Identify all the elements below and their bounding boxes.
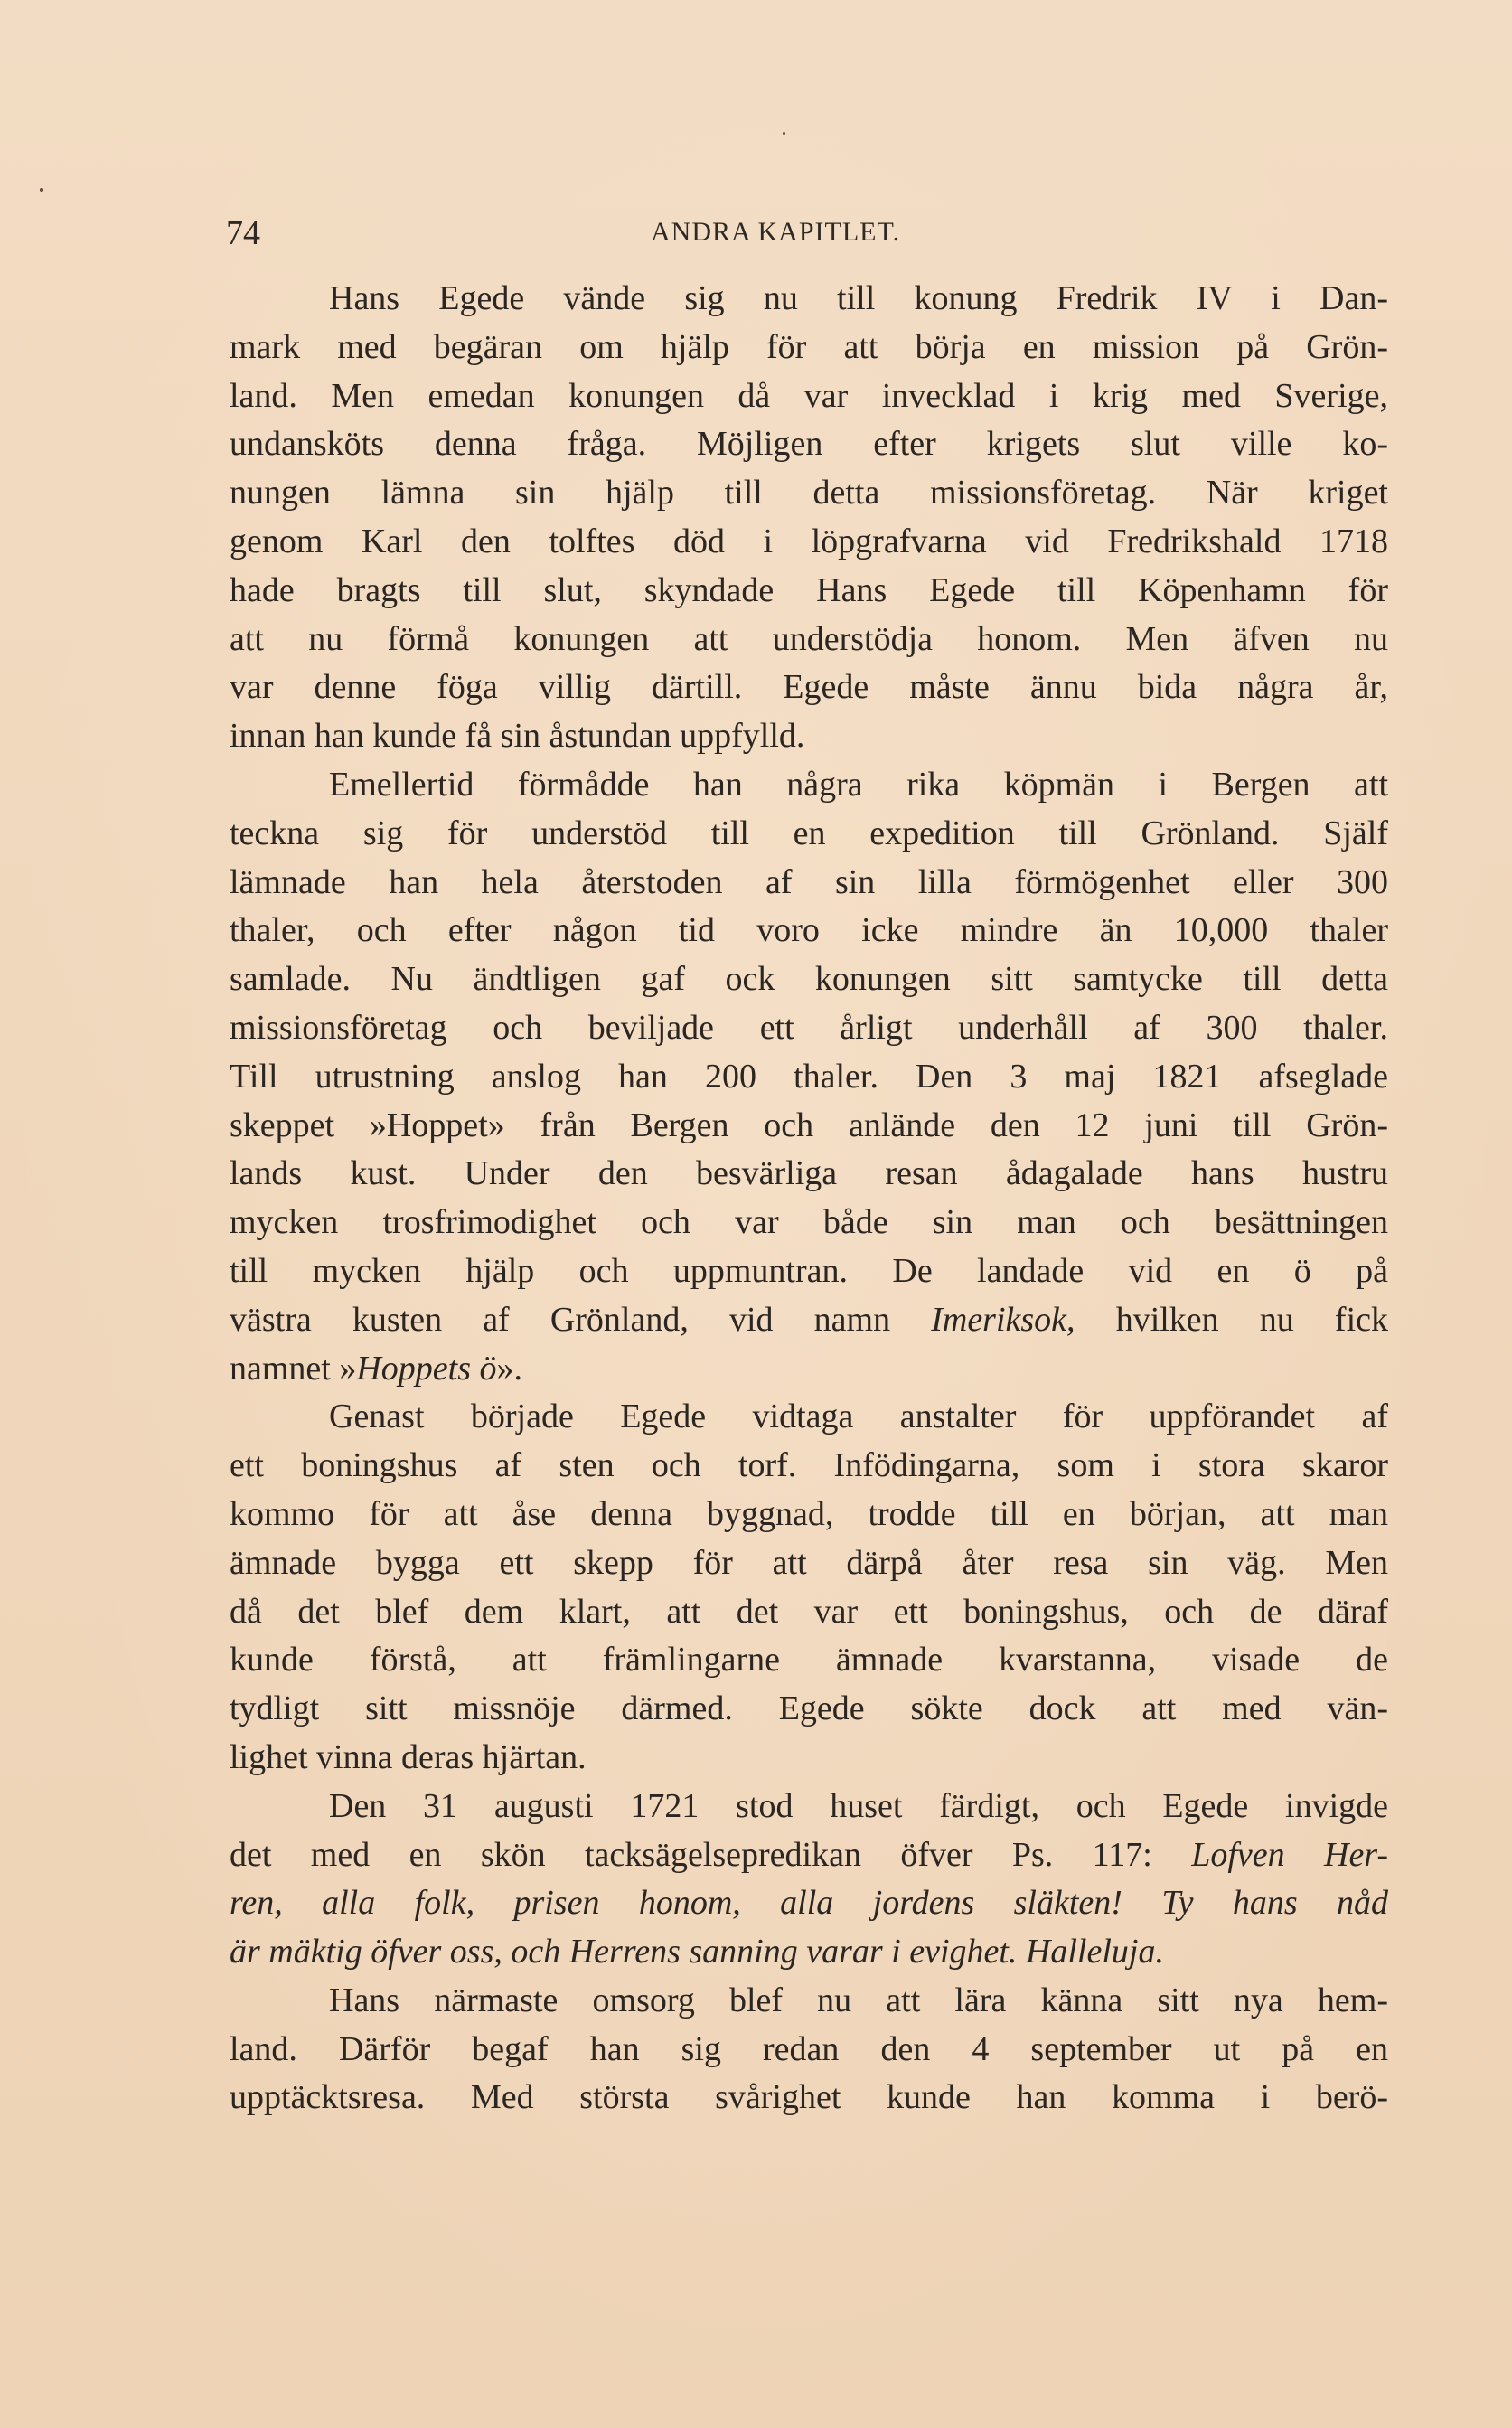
text-line: Hans närmaste omsorg blef nu att lära känna sitt nya hem- xyxy=(329,1981,1388,2019)
text-line: missionsföretag och beviljade ett årligt underhåll af 300 thaler. xyxy=(230,1008,1388,1047)
italic-quotation: Lofven Her- xyxy=(1191,1835,1388,1874)
text-line: samlade. Nu ändtligen gaf ock konungen sitt samtycke till detta xyxy=(230,960,1388,999)
page-number: 74 xyxy=(226,214,260,252)
text-line: kommo för att åse denna byggnad, trodde till en början, att man xyxy=(230,1494,1388,1533)
text-line: Genast började Egede vidtaga anstalter för uppförandet af xyxy=(329,1398,1388,1436)
text-line: land. Därför begaf han sig redan den 4 september ut på en xyxy=(230,2029,1388,2068)
text-line: Till utrustning anslog han 200 thaler. Den 3 maj 1821 afseglade xyxy=(230,1057,1388,1096)
chapter-title: ANDRA KAPITLET. xyxy=(651,217,901,247)
text-line: teckna sig för understöd till en expedition till Grönland. Själf xyxy=(230,814,1388,852)
italic-place-name: Imeriksok, xyxy=(931,1300,1075,1339)
text-line: till mycken hjälp och uppmuntran. De landade vid en ö på xyxy=(230,1251,1388,1290)
text-line: nungen lämna sin hjälp till detta missionsföretag. När kriget xyxy=(230,474,1388,513)
text-line: land. Men emedan konungen då var invecklad i krig med Sverige, xyxy=(230,376,1388,415)
text-line: ämnade bygga ett skepp för att därpå åter resa sin väg. Men xyxy=(230,1543,1388,1582)
text-line: thaler, och efter någon tid voro icke mindre än 10,000 thaler xyxy=(230,911,1388,950)
text-line-mixed xyxy=(230,1831,1388,1880)
text-segment: det med en skön tacksägelsepredikan öfver Ps. 117: xyxy=(230,1835,1152,1874)
text-line: undansköts denna fråga. Möjligen efter krigets slut ville ko- xyxy=(230,425,1388,464)
text-line: ett boningshus af sten och torf. Infödingarna, som i stora skaror xyxy=(230,1446,1388,1485)
text-line: var denne föga villig därtill. Egede måste ännu bida några år, xyxy=(230,668,1388,707)
text-line: Den 31 augusti 1721 stod huset färdigt, och Egede invigde xyxy=(329,1786,1388,1825)
text-line: lands kust. Under den besvärliga resan ådagalade hans hustru xyxy=(230,1154,1388,1193)
paper-speck xyxy=(783,132,785,135)
text-line: mark med begäran om hjälp för att börja en mission på Grön- xyxy=(230,327,1388,366)
text-line: Hans Egede vände sig nu till konung Fredrik IV i Dan- xyxy=(329,279,1388,317)
text-line-mixed xyxy=(230,1296,1388,1345)
text-line: då det blef dem klart, att det var ett boningshus, och de däraf xyxy=(230,1592,1388,1631)
text-line: lighet vinna deras hjärtan. xyxy=(230,1737,587,1776)
text-line: genom Karl den tolftes död i löpgrafvarna vid Fredrikshald 1718 xyxy=(230,522,1388,560)
text-line: tydligt sitt missnöje därmed. Egede sökte dock att med vän- xyxy=(230,1689,1388,1728)
text-line-mixed xyxy=(230,1345,1388,1394)
body-text xyxy=(230,275,1388,2122)
text-segment: västra kusten af Grönland, vid namn xyxy=(230,1300,891,1339)
text-line: kunde förstå, att främlingarne ämnade kvarstanna, visade de xyxy=(230,1641,1388,1680)
text-segment: ». xyxy=(496,1349,523,1388)
text-line: upptäcktsresa. Med största svårighet kunde han komma i berö- xyxy=(230,2078,1388,2117)
text-line: lämnade han hela återstoden af sin lilla förmögenhet eller 300 xyxy=(230,862,1388,901)
text-line: innan han kunde få sin åstundan uppfylld. xyxy=(230,717,805,756)
text-line: hade bragts till slut, skyndade Hans Egede till Köpenhamn för xyxy=(230,570,1388,609)
text-segment: namnet » xyxy=(230,1349,357,1388)
italic-place-name: Hoppets ö xyxy=(356,1349,497,1388)
text-segment: hvilken nu fick xyxy=(1115,1300,1388,1339)
running-head xyxy=(226,213,1383,268)
italic-quotation-line: ren, alla folk, prisen honom, alla jordens släkten! Ty hans nåd xyxy=(230,1884,1388,1923)
text-line: Emellertid förmådde han några rika köpmän i Bergen att xyxy=(329,765,1388,804)
text-line: att nu förmå konungen att understödja honom. Men äfven nu xyxy=(230,619,1388,658)
paper-speck xyxy=(40,188,43,192)
text-line: skeppet »Hoppet» från Bergen och anlände den 12 juni till Grön- xyxy=(230,1106,1388,1144)
italic-quotation-line: är mäktig öfver oss, och Herrens sanning varar i evighet. Halleluja. xyxy=(230,1933,1164,1972)
text-line: mycken trosfrimodighet och var både sin man och besättningen xyxy=(230,1203,1388,1242)
